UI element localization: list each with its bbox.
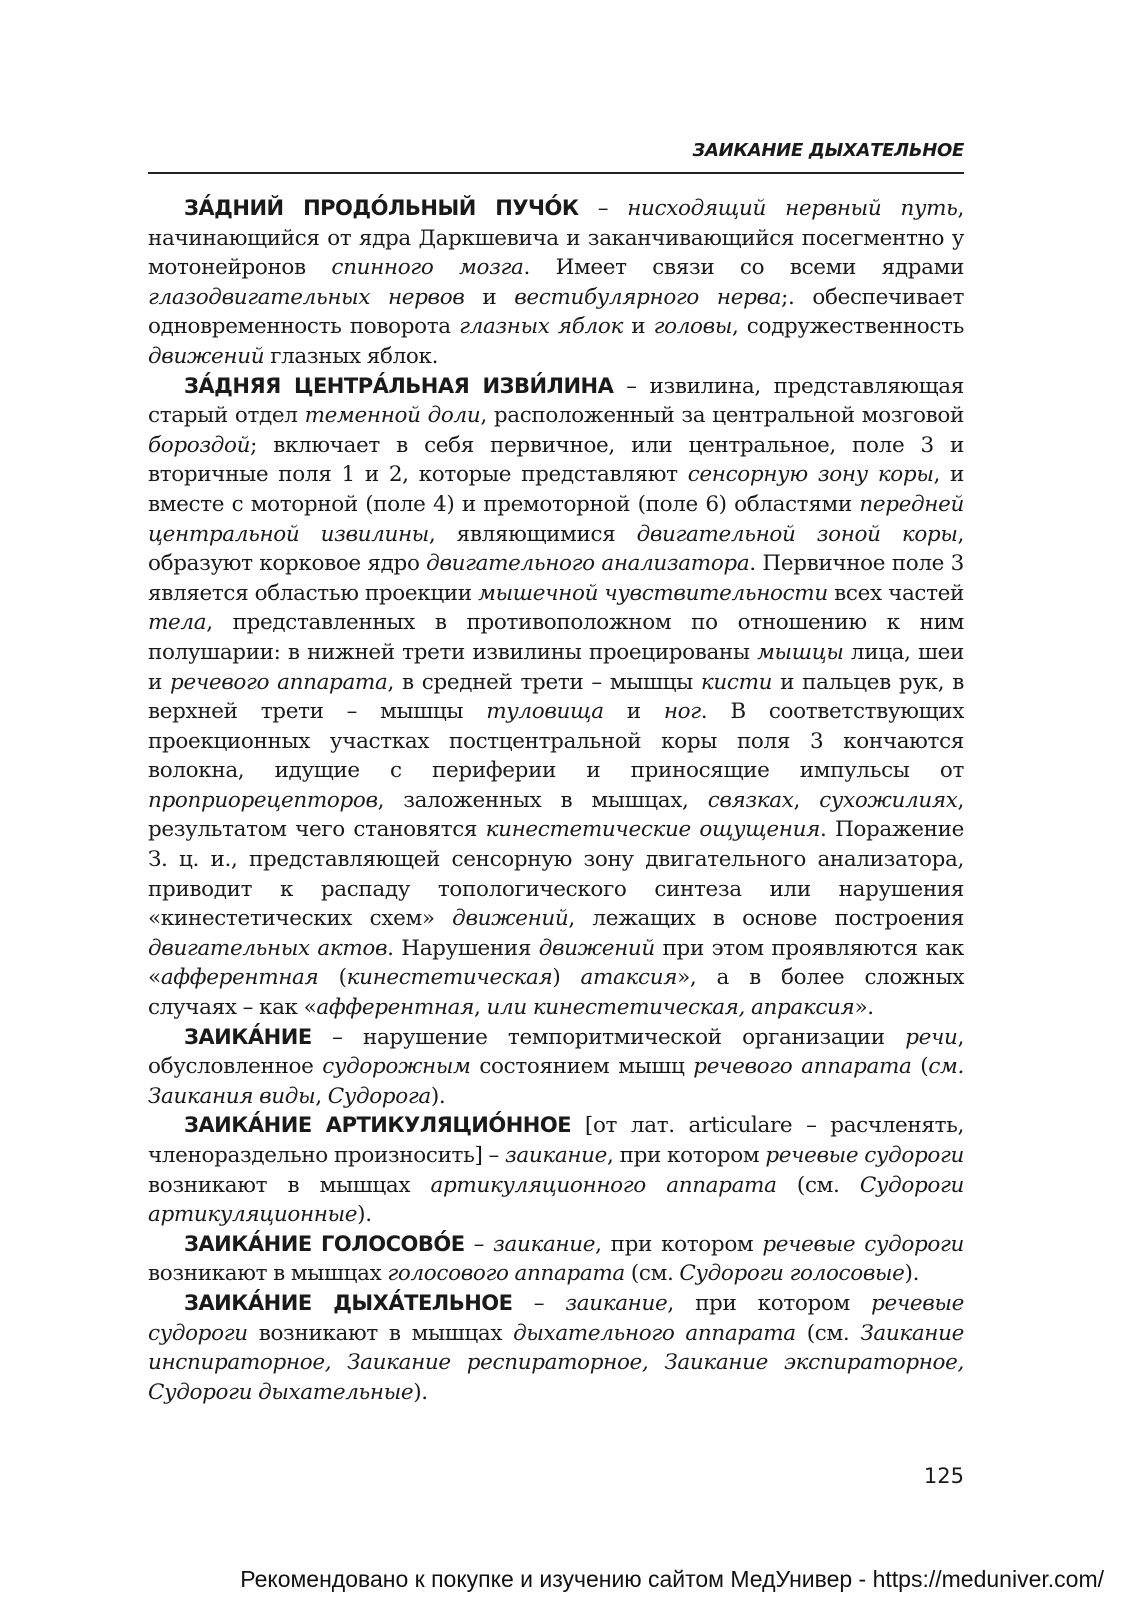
italic-term: кисти [700, 669, 773, 695]
body-text: и [603, 699, 664, 725]
italic-term: речевого аппарата [693, 1054, 912, 1080]
italic-term: мышечной чувствительности [478, 580, 828, 606]
body-text: (см. [795, 1320, 861, 1346]
body-text: и [622, 314, 654, 340]
italic-term: Судороги голосовые [679, 1261, 905, 1287]
italic-term: речи [905, 1024, 958, 1050]
italic-term: речевые судороги [765, 1143, 964, 1168]
body-text: , [474, 995, 487, 1021]
italic-term: голосового аппарата [387, 1261, 625, 1287]
italic-term: двигательной зоной коры [636, 521, 958, 547]
italic-term: связках [707, 787, 794, 813]
entry-term: ЗА́ДНИЙ ПРОДО́ЛЬНЫЙ ПУЧО́К [184, 196, 579, 220]
body-text: [от лат. articulare – расчленять, членораздельно произносить] – [148, 1113, 964, 1168]
body-text: , представленных в противоположном по отношению к ним полушарии: в нижней трети извилины проецированы [148, 610, 964, 665]
italic-term: кинестетическая [346, 965, 553, 991]
dictionary-entry [148, 372, 964, 1023]
dictionary-entry [148, 1111, 964, 1229]
entry-term: ЗА́ДНЯЯ ЦЕНТРА́ЛЬНАЯ ИЗВИ́ЛИНА [184, 373, 614, 398]
dictionary-entry [148, 1023, 964, 1112]
italic-term: кинестетические ощущения [485, 817, 820, 843]
italic-term: глазодвигательных нервов [148, 284, 465, 310]
body-text: ( [318, 965, 347, 991]
italic-term: двигательных актов [148, 935, 388, 961]
body-text: ». [854, 995, 874, 1021]
body-text: , расположенный за центральной мозговой [480, 403, 964, 429]
italic-term: сенсорную зону коры [687, 462, 934, 488]
italic-term: судорожным [322, 1054, 471, 1080]
body-text: . Поражение З. ц. и., представляющей сенсорную зону двигательного анализатора, приводит к распаду топологического синтеза или нарушения «кинестетических схем» [148, 817, 964, 932]
italic-term: Судороги артикуляционные [148, 1172, 965, 1228]
body-text: всех частей [827, 580, 964, 606]
body-text: и [464, 284, 515, 310]
italic-term: мышцы [757, 639, 844, 665]
italic-term: спинного мозга [331, 255, 524, 281]
italic-term: Заикание инспираторное, Заикание респираторное, Заикание экспираторное, Судороги дыхательные [148, 1320, 964, 1405]
body-text: . Первичное поле 3 является областью проекции [148, 551, 964, 606]
entry-term: ЗАИКА́НИЕ ГОЛОСОВО́Е [184, 1231, 465, 1256]
body-text: ). [413, 1379, 428, 1405]
entry-term: ЗАИКА́НИЕ АРТИКУЛЯЦИО́ННОЕ [184, 1113, 572, 1138]
italic-term: см. Заикания виды [148, 1054, 965, 1109]
body-text: , при котором [607, 1143, 766, 1168]
italic-term: заикание [505, 1143, 608, 1168]
body-text: – [578, 196, 628, 221]
italic-term: или кинестетическая, апраксия [486, 995, 855, 1021]
italic-term: движений [538, 935, 655, 961]
italic-term: движений [148, 343, 265, 369]
body-text: , [793, 787, 820, 813]
body-text: . Нарушения [387, 935, 539, 961]
body-text: возникают в мышцах [247, 1320, 514, 1346]
body-text: лица, шеи и [148, 639, 964, 695]
italic-term: тела [148, 610, 207, 636]
italic-term: глазных яблок [459, 314, 623, 340]
italic-term: бороздой [148, 432, 251, 458]
header-rule [148, 172, 964, 174]
body-text: », а в более сложных случаях – как « [148, 965, 964, 1021]
italic-term: афферентная [316, 995, 475, 1021]
body-text: , [315, 1083, 328, 1109]
italic-term: проприорецепторов [148, 787, 378, 813]
dictionary-entry [148, 194, 964, 372]
italic-term: артикуляционного аппарата [430, 1172, 777, 1198]
body-text: возникают в мышцах [148, 1261, 388, 1287]
body-text: , в средней трети – мышцы [387, 669, 701, 695]
body-text: глазных яблок. [264, 343, 439, 369]
italic-term: атаксия [580, 965, 678, 991]
italic-term: сухожилиях [819, 787, 958, 813]
body-text: , обусловленное [148, 1024, 964, 1080]
body-text: , заложенных в мышцах, [377, 787, 708, 813]
body-text: ;. обеспечивает одновременность поворота [148, 284, 964, 340]
footer-watermark[interactable]: Рекомендовано к покупке и изучению сайтом МедУнивер - https://meduniver.com/ [240, 1566, 1104, 1592]
italic-term: передней центральной извилины [148, 491, 964, 547]
body-text: – нарушение темпоритмической организации [311, 1024, 906, 1050]
body-text: (см. [776, 1172, 860, 1198]
italic-term: движений [452, 906, 569, 932]
italic-term: заикание [565, 1290, 668, 1316]
italic-term: туловища [486, 699, 604, 725]
dictionary-entry [148, 1230, 964, 1289]
body-text: , при котором [595, 1231, 763, 1257]
body-text: , начинающийся от ядра Даркшевича и заканчивающийся посегментно у мотонейронов [148, 196, 964, 281]
body-text: состоянием мышц [470, 1054, 694, 1080]
entry-term: ЗАИКА́НИЕ [184, 1024, 312, 1049]
body-text: (см. [624, 1261, 680, 1287]
italic-term: теменной доли [304, 403, 481, 429]
body-text: ). [357, 1202, 372, 1228]
italic-term: Судорога [327, 1083, 431, 1109]
italic-term: афферентная [160, 965, 319, 991]
italic-term: головы [653, 314, 732, 340]
italic-term: нисходящий нервный путь [627, 196, 958, 221]
dictionary-entries [148, 194, 964, 1407]
body-text: – [512, 1290, 566, 1316]
page-number: 125 [923, 1464, 964, 1488]
body-text: , при котором [667, 1290, 872, 1316]
italic-term: вестибулярного нерва [514, 284, 782, 310]
body-text: , образуют корковое ядро [148, 521, 964, 577]
body-text: , содружественность [731, 314, 964, 340]
body-text: и пальцев рук, в верхней трети – мышцы [148, 669, 965, 725]
italic-term: дыхательного аппарата [513, 1320, 796, 1346]
italic-term: речевого аппарата [170, 669, 388, 695]
italic-term: заикание [493, 1231, 596, 1257]
body-text: , являющимися [428, 521, 637, 547]
running-head: ЗАИКАНИЕ ДЫХАТЕЛЬНОЕ [692, 140, 964, 161]
body-text: ( [911, 1054, 929, 1080]
italic-term: двигательного анализатора [426, 551, 750, 577]
dictionary-entry [148, 1289, 964, 1407]
body-text: – [464, 1231, 494, 1257]
body-text: возникают в мышцах [148, 1172, 431, 1198]
body-text: ). [430, 1083, 446, 1109]
italic-term: речевые судороги [762, 1231, 965, 1257]
body-text: , и вместе с моторной (поле 4) и премоторной (поле 6) областями [148, 462, 964, 517]
body-text: , результатом чего становятся [148, 787, 964, 843]
italic-term: ног [663, 699, 701, 725]
body-text: . Имеет связи со всеми ядрами [523, 255, 964, 281]
body-text: при этом проявляются как « [148, 935, 964, 991]
body-text: ) [552, 965, 581, 991]
body-text: , лежащих в основе построения [568, 906, 964, 932]
body-text: – извилина, представляющая старый отдел [148, 373, 964, 429]
body-text: . В соответствующих проекционных участках постцентральной коры поля 3 кончаются волокна, идущие с периферии и приносящие импульсы от [148, 699, 964, 784]
entry-term: ЗАИКА́НИЕ ДЫХА́ТЕЛЬНОЕ [184, 1290, 513, 1315]
italic-term: речевые судороги [148, 1290, 964, 1346]
body-text: ; включает в себя первичное, или центральное, поле 3 и вторичные поля 1 и 2, которые представляют [148, 432, 964, 488]
body-text: ). [904, 1261, 920, 1287]
